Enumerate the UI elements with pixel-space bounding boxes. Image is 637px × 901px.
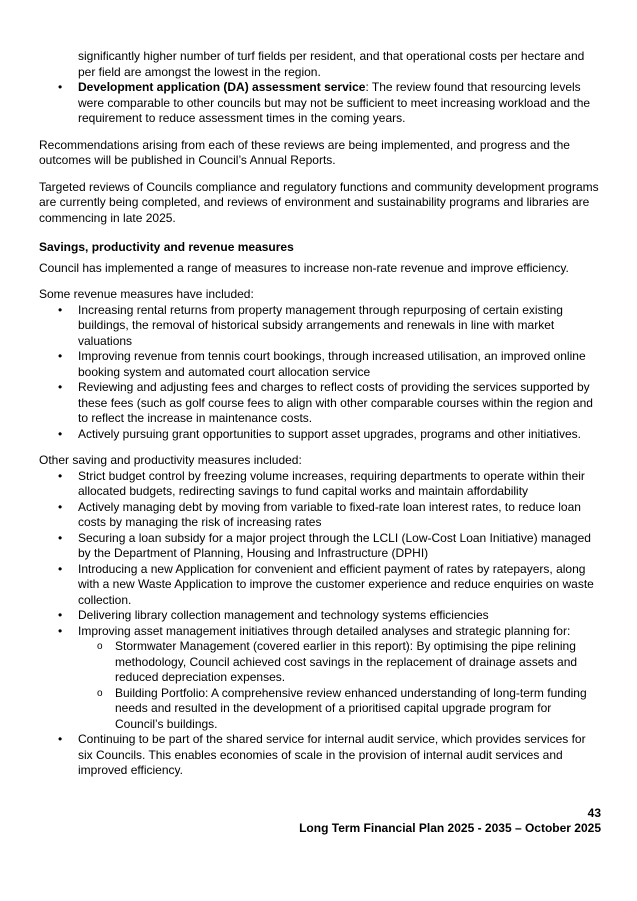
da-review-text: : The review found that resourcing levels were comparable to other councils but may not be sufficient to meet increasing workload and the requirement to reduce assessment times in the coming years. — [78, 80, 591, 125]
page-footer — [299, 806, 601, 836]
list-item: • Actively pursuing grant opportunities to support asset upgrades, programs and other initiatives. — [39, 427, 601, 443]
list-item: • Delivering library collection management and technology systems efficiencies — [39, 608, 601, 624]
list-item: • Increasing rental returns from property management through repurposing of certain existing buildings, the removal of historical subsidy arrangements and renewals in line with market valuations — [39, 303, 601, 350]
list-item-asset-management — [39, 624, 601, 733]
asset-management-text: Improving asset management initiatives through detailed analyses and strategic planning for: — [78, 623, 571, 638]
document-title: Long Term Financial Plan 2025 - 2035 – October 2025 — [299, 821, 601, 835]
da-review-title: Development application (DA) assessment service — [78, 80, 366, 94]
asset-management-sublist — [78, 639, 601, 732]
list-item: • Continuing to be part of the shared service for internal audit service, which provides services for six Councils. This enables economies of scale in the provision of internal audit services and improved efficiency. — [39, 732, 601, 779]
revenue-intro-paragraph: Some revenue measures have included: — [39, 287, 254, 301]
revenue-measures-list — [39, 303, 601, 443]
continuation-paragraph: significantly higher number of turf fields per resident, and that operational costs per hectare and per field are amongst the lowest in the region. — [78, 49, 585, 79]
list-item: • Introducing a new Application for convenient and efficient payment of rates by ratepayers, along with a new Waste Application to improve the customer experience and reduce enquiries on waste collection. — [39, 562, 601, 609]
list-item: • Actively managing debt by moving from variable to fixed-rate loan interest rates, to reduce loan costs by managing the risk of increasing rates — [39, 500, 601, 531]
sub-list-item-text: o Building Portfolio: A comprehensive review enhanced understanding of long-term funding needs and resulted in the development of a prioritised capital upgrade program for Council’s buildings. — [115, 685, 587, 731]
sub-list-item — [39, 639, 601, 686]
document-page — [39, 49, 601, 779]
measures-intro-paragraph: Council has implemented a range of measures to increase non-rate revenue and improve efficiency. — [39, 260, 569, 275]
list-item: • Strict budget control by freezing volume increases, requiring departments to operate within their allocated budgets, redirecting savings to fund capital works and maintain affordability — [39, 469, 601, 500]
section-heading: Savings, productivity and revenue measures — [39, 240, 294, 254]
list-item: • Reviewing and adjusting fees and charges to reflect costs of providing the services supported by these fees (such as golf course fees to align with other comparable courses within the region and to reflect the increase in maintenance costs. — [39, 380, 601, 427]
sub-list-item-text: o Stormwater Management (covered earlier in this report): By optimising the pipe relining methodology, Council achieved cost savings in the replacement of drainage assets and reduced depreciation expenses. — [115, 639, 578, 684]
savings-measures-list — [39, 469, 601, 779]
page-number: 43 — [587, 806, 601, 820]
recommendations-paragraph: Recommendations arising from each of these reviews are being implemented, and progress and the outcomes will be published in Council’s Annual Reports. — [39, 137, 570, 167]
targeted-reviews-paragraph: Targeted reviews of Councils compliance and regulatory functions and community development programs are currently being completed, and reviews of environment and sustainability programs and libraries are commencing in late 2025. — [39, 179, 599, 225]
savings-intro-paragraph: Other saving and productivity measures included: — [39, 453, 302, 467]
list-item: • Improving revenue from tennis court bookings, through increased utilisation, an improved online booking system and automated court allocation service — [39, 349, 601, 380]
list-item: • Securing a loan subsidy for a major project through the LCLI (Low-Cost Loan Initiative) managed by the Department of Planning, Housing and Infrastructure (DPHI) — [39, 531, 601, 562]
list-item-da-review — [39, 80, 601, 127]
review-list — [39, 80, 601, 127]
sub-list-item — [39, 686, 601, 733]
